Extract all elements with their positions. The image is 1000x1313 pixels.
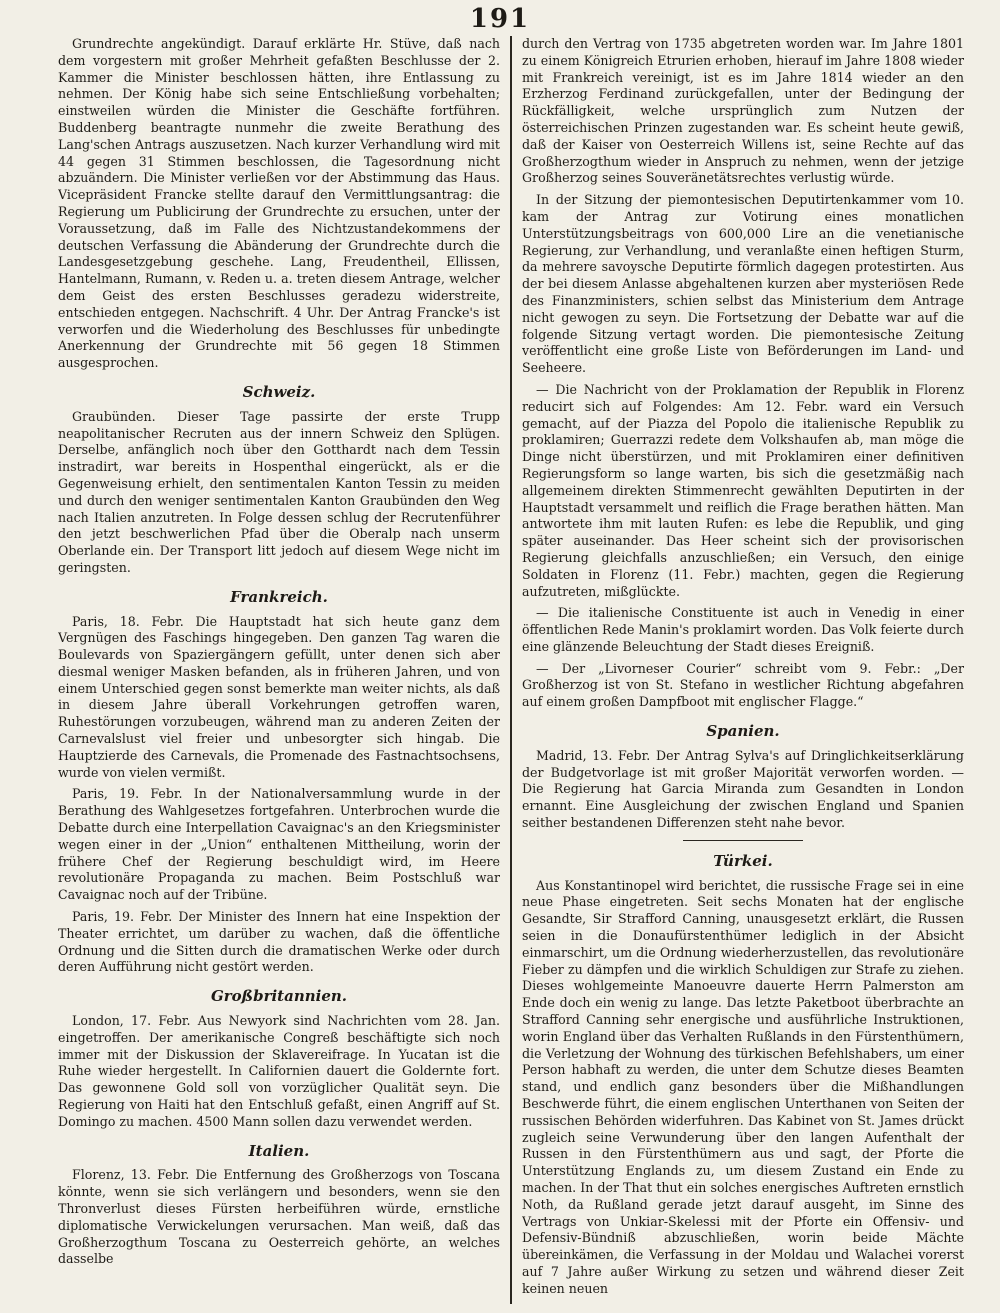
article-konstantinopel: Aus Konstantinopel wird berichtet, die russische Frage sei in eine neue Phase eingetreten. Seit sechs Monaten hat der englische Gesandte, Sir Strafford Canning, unausgesetzt erklärt, die Russen seien in die Donaufürstenthümer lediglich in der Absicht einmarschirt, um die Ordnung wiederherzustellen, das revolutionäre Fieber zu dämpfen und die wirklich Schuldigen zur Strafe zu ziehen. Dieses wohlgemeinte Manoeuvre dauerte Herrn Palmerston am Ende doch ein wenig zu lange. Das letzte Paketboot überbrachte an Strafford Canning sehr energische und ausführliche Instruktionen, worin England über das Verhalten Rußlands in den Fürstenthümern, die Verletzung der Wohnung des türkischen Befehlshabers, um einer Person habhaft zu werden, die unter dem Schutze dieses Beamten stand, und endlich ganz besonders über die Mißhandlungen Beschwerde führt, die einem englischen Unterthanen von Seiten der russischen Behörden widerfuhren. Das Kabinet von St. James drückt zugleich seine Verwunderung über den langen Aufenthalt der Russen in den Fürstenthümern aus und sagt, der Pforte die Unterstützung Englands zu, um diesem Zustand ein Ende zu machen. In der That thut ein solches energisches Auftreten ernstlich Noth, da Rußland gerade jetzt darauf ausgeht, im Sinne des Vertrags von Unkiar-Skelessi mit der Pforte ein Offensiv- und Defensiv-Bündniß abzuschließen, worin beide Mächte übereinkämen, die Verfassung in der Moldau und Walachei vorerst auf 7 Jahre außer Wirkung zu setzen und während dieser Zeit keinen neuen <box>522 877 964 1296</box>
article-florenz-continued: durch den Vertrag von 1735 abgetreten worden war. Im Jahre 1801 zu einem Königreich Etrurien erhoben, hierauf im Jahre 1808 wieder mit Frankreich vereinigt, ist es im Jahre 1814 wieder an den Erzherzog Ferdinand zurückgefallen, unter der Bedingung der Rückfälligkeit, welche ursprünglich zum Nutzen der österreichischen Prinzen zugestanden war. Es scheint heute gewiß, daß der Kaiser von Oesterreich Willens ist, seine Rechte auf das Großherzogthum wieder in Anspruch zu nehmen, wenn der jetzige Großherzog seines Souveränetätsrechtes verlustig würde. <box>522 36 964 186</box>
article-paris-19-febr-a: Paris, 19. Febr. In der Nationalversammlung wurde in der Berathung des Wahlgesetzes fortgefahren. Unterbrochen wurde die Debatte durch eine Interpellation Cavaignac's an den Kriegsminister wegen einer in der „Union“ enthaltenen Mittheilung, worin der frühere Chef der Regierung beschuldigt wird, im Heere revolutionäre Propaganda zu machen. Beim Postschluß war Cavaignac noch auf der Tribüne. <box>58 786 500 903</box>
article-florenz: Florenz, 13. Febr. Die Entfernung des Großherzogs von Toscana könnte, wenn sie sich verlängern und besonders, wenn sie den Thronverlust dieses Fürsten herbeiführen würde, ernstliche diplomatische Verwickelungen verursachen. Man weiß, daß das Großherzogthum Toscana zu Oesterreich gehörte, an welches dasselbe <box>58 1167 500 1267</box>
article-hannover-grundrechte: Grundrechte angekündigt. Darauf erklärte Hr. Stüve, daß nach dem vorgestern mit großer Mehrheit gefaßten Beschlusse der 2. Kammer die Minister beschlossen hätten, ihre Entlassung zu nehmen. Der König habe sich seine Entschließung vorbehalten; einstweilen würden die Minister die Geschäfte fortführen. Buddenberg beantragte nunmehr die zweite Berathung des Lang'schen Antrags auszusetzen. Nach kurzer Verhandlung wird mit 44 gegen 31 Stimmen beschlossen, die Tagesordnung nicht abzuändern. Die Minister verließen vor der Abstimmung das Haus. Vicepräsident Francke stellte darauf den Vermittlungsantrag: die Regierung um Publicirung der Grundrechte zu ersuchen, unter der Voraussetzung, daß im Falle des Nichtzustandekommens der deutschen Verfassung die Abänderung der Grundrechte durch die Landesgesetzgebung geschehe. Lang, Freudentheil, Ellissen, Hantelmann, Rumann, v. Reden u. a. treten diesem Antrage, welcher dem Geist des ersten Beschlusses geradezu widerstreite, entschieden entgegen. Nachschrift. 4 Uhr. Der Antrag Francke's ist verworfen und die Wiederholung des Beschlusses für unbedingte Anerkennung der Grundrechte mit 56 gegen 18 Stimmen ausgesprochen. <box>58 36 500 371</box>
section-heading-italien: Italien. <box>248 1141 310 1160</box>
section-heading-tuerkei: Türkei. <box>713 851 773 870</box>
article-livorneser-courier: — Der „Livorneser Courier“ schreibt vom 9. Febr.: „Der Großherzog ist von St. Stefano in westlicher Richtung abgefahren auf einem großen Dampfboot mit englischer Flagge.“ <box>522 660 964 710</box>
article-paris-19-febr-b: Paris, 19. Febr. Der Minister des Innern hat eine Inspektion der Theater errichtet, um darüber zu wachen, daß die öffentliche Ordnung und die Sitten durch die dramatischen Werke oder durch deren Aufführung nicht gestört werden. <box>58 909 500 975</box>
section-heading-grossbritannien: Großbritannien. <box>210 987 348 1006</box>
article-piemont: In der Sitzung der piemontesischen Deputirtenkammer vom 10. kam der Antrag zur Votirung eines monatlichen Unterstützungsbeitrags von 600,000 Lire an die venetianische Regierung, zur Verhandlung, und veranlaßte einen heftigen Sturm, da mehrere savoysche Deputirte förmlich dagegen protestirten. Aus der bei diesem Anlasse abgehaltenen kurzen aber mysteriösen Rede des Finanzministers, schien selbst das Ministerium dem Antrage nicht gewogen zu seyn. Die Fortsetzung der Debatte war auf die folgende Sitzung vertagt worden. Die piemontesische Zeitung veröffentlicht eine große Liste von Beförderungen im Land- und Seeheere. <box>522 192 964 376</box>
article-venedig: — Die italienische Constituente ist auch in Venedig in einer öffentlichen Rede Manin's proklamirt worden. Das Volk feierte durch eine glänzende Beleuchtung der Stadt dieses Ereigniß. <box>522 605 964 654</box>
article-graubuenden: Graubünden. Dieser Tage passirte der erste Trupp neapolitanischer Recruten aus der innern Schweiz den Splügen. Derselbe, anfänglich noch über den Gotthardt nach dem Tessin instradirt, war bereits in Hospenthal eingerückt, als er die Gegenweisung erhielt, den sentimentalen Kanton Tessin zu meiden und durch den weniger sentimentalen Kanton Graubünden den Weg nach Italien anzutreten. In Folge dessen schlug der Recrutenführer den jetzt beschwerlichen Pfad über die Oberalp nach unserm Oberlande ein. Der Transport litt jedoch auf diesem Wege nicht im geringsten. <box>58 408 500 575</box>
article-florenz-republik: — Die Nachricht von der Proklamation der Republik in Florenz reducirt sich auf Folgendes: Am 12. Febr. ward ein Versuch gemacht, auf der Piazza del Popolo die italienische Republik zu proklamiren; Guerrazzi redete dem Volkshaufen ab, man möge die Dinge nicht überstürzen, und mit Proklamiren einer definitiven Regierungsform so lange warten, bis sich die gesetzmäßig nach allgemeinem direkten Stimmenrecht gewählten Deputirten in der Hauptstadt versammelt und reiflich die Frage berathen hätten. Man antwortete ihm mit lauten Rufen: es lebe die Republik, und ging später auseinander. Das Heer scheint sich der provisorischen Regierung gleichfalls anzuschließen; ein Versuch, den einige Soldaten in Florenz (11. Febr.) machten, gegen die Regierung aufzutreten, mißglückte. <box>522 381 964 599</box>
right-column <box>522 36 964 1304</box>
section-heading-spanien: Spanien. <box>706 722 780 741</box>
article-london: London, 17. Febr. Aus Newyork sind Nachrichten vom 28. Jan. eingetroffen. Der amerikanische Congreß beschäftigte sich noch immer mit der Diskussion der Sklavereifrage. In Yucatan ist die Ruhe wieder hergestellt. In Californien dauert die Goldernte fort. Das gewonnene Gold soll von vorzüglicher Qualität seyn. Die Regierung von Haiti hat den Entschluß gefaßt, einen Angriff auf St. Domingo zu machen. 4500 Mann sollen dazu verwendet werden. <box>58 1013 500 1129</box>
left-column <box>58 36 500 1304</box>
section-heading-schweiz: Schweiz. <box>242 382 316 401</box>
section-heading-frankreich: Frankreich. <box>230 587 328 606</box>
page-number: 191 <box>469 4 531 34</box>
article-madrid: Madrid, 13. Febr. Der Antrag Sylva's auf Dringlichkeitserklärung der Budgetvorlage ist mit großer Majorität verworfen worden. — Die Regierung hat Garcia Miranda zum Gesandten in London ernannt. Eine Ausgleichung der zwischen England und Spanien seither bestandenen Differenzen steht nahe bevor. <box>522 747 964 831</box>
section-separator <box>683 840 803 841</box>
article-paris-18-febr: Paris, 18. Febr. Die Hauptstadt hat sich heute ganz dem Vergnügen des Faschings hingegeben. Den ganzen Tag waren die Boulevards von Spaziergängern gefüllt, unter denen sich aber diesmal weniger Masken befanden, als in früheren Jahren, und von einem Unterschied gegen sonst bemerkte man weiter nichts, als daß in diesem Jahre überall Vorkehrungen getroffen waren, Ruhestörungen vorzubeugen, während man zu anderen Zeiten der Carnevalslust viel freier und unbesorgter sich hingab. Die Hauptzierde des Carnevals, die Promenade des Fastnachtsochsens, wurde von vielen vermißt. <box>58 613 500 780</box>
column-divider <box>510 36 512 1304</box>
